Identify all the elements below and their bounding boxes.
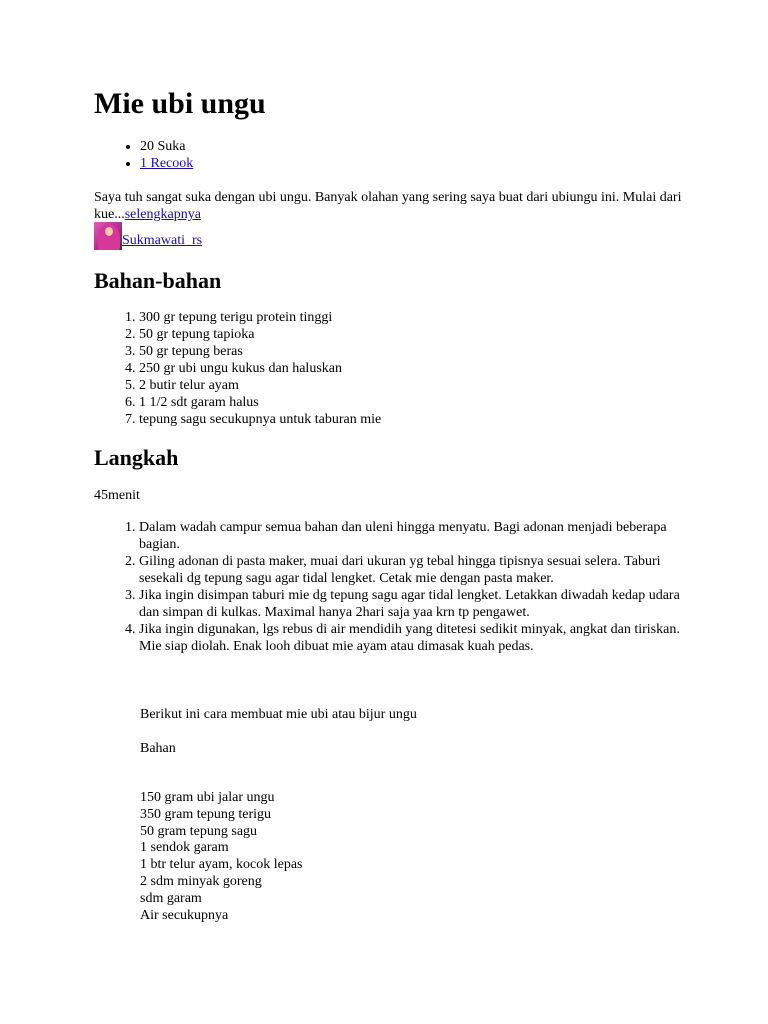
step-item: 3. Jika ingin disimpan taburi mie dg tepung sagu agar tidal lengket. Letakkan diwadah kedap udara dan simpan di kulkas. Maximal hanya 2hari saja yaa krn tp pengawet.	[139, 587, 694, 621]
likes-count: • 20 Suka	[140, 138, 193, 155]
cook-duration: 45menit	[94, 488, 140, 503]
step-item: 4. Jika ingin digunakan, lgs rebus di air mendidih yang ditetesi sedikit minyak, angkat dan tiriskan. Mie siap diolah. Enak looh dibuat mie ayam atau dimasak kuah pedas.	[139, 621, 694, 655]
extra-line: sdm garam	[140, 890, 202, 906]
ingredients-list	[94, 309, 694, 428]
extra-line: 1 btr telur ayam, kocok lepas	[140, 857, 303, 873]
step-item: 1. Dalam wadah campur semua bahan dan uleni hingga menyatu. Bagi adonan menjadi beberapa bagian.	[139, 519, 694, 553]
ingredient-item: 5. 2 butir telur ayam	[139, 377, 694, 394]
extra-line: 350 gram tepung terigu	[140, 806, 272, 822]
extra-bahan-label: Bahan	[140, 741, 176, 756]
author-link[interactable]: Sukmawati_rs	[122, 233, 203, 248]
extra-line: 150 gram ubi jalar ungu	[140, 790, 275, 805]
ingredient-item: 3. 50 gr tepung beras	[139, 343, 694, 360]
ingredient-item: 6. 1 1/2 sdt garam halus	[139, 394, 694, 411]
step-item: 2. Giling adonan di pasta maker, muai dari ukuran yg tebal hingga tipisnya sesuai selera. Taburi sesekali dg tepung sagu agar tidal lengket. Cetak mie dengan pasta maker.	[139, 553, 694, 587]
extra-ingredient-lines	[140, 790, 303, 924]
ingredient-item: 7. tepung sagu secukupnya untuk taburan mie	[139, 411, 694, 428]
recook-link[interactable]: 1 Recook	[140, 156, 194, 171]
read-more-link[interactable]: selengkapnya	[124, 207, 201, 222]
author-avatar[interactable]	[94, 222, 122, 250]
ingredients-heading: Bahan-bahan	[94, 268, 222, 293]
recipe-title: Mie ubi ungu	[94, 87, 266, 120]
author-block	[94, 222, 202, 250]
extra-line: 2 sdm minyak goreng	[140, 873, 262, 889]
extra-intro: Berikut ini cara membuat mie ubi atau bijur ungu	[140, 707, 417, 722]
extra-line: 50 gram tepung sagu	[140, 823, 258, 839]
recipe-description	[94, 189, 694, 223]
steps-list	[94, 519, 694, 655]
ingredient-item: 1. 300 gr tepung terigu protein tinggi	[139, 309, 694, 326]
steps-heading: Langkah	[94, 445, 179, 470]
description-text: Saya tuh sangat suka dengan ubi ungu. Banyak olahan yang sering saya buat dari ubiungu ini. Mulai dari kue...	[94, 190, 682, 222]
recook-item	[140, 155, 193, 172]
recipe-meta-list	[94, 138, 193, 172]
extra-line: Air secukupnya	[140, 907, 229, 923]
extra-line: 1 sendok garam	[140, 840, 229, 856]
ingredient-item: 4. 250 gr ubi ungu kukus dan haluskan	[139, 360, 694, 377]
ingredient-item: 2. 50 gr tepung tapioka	[139, 326, 694, 343]
